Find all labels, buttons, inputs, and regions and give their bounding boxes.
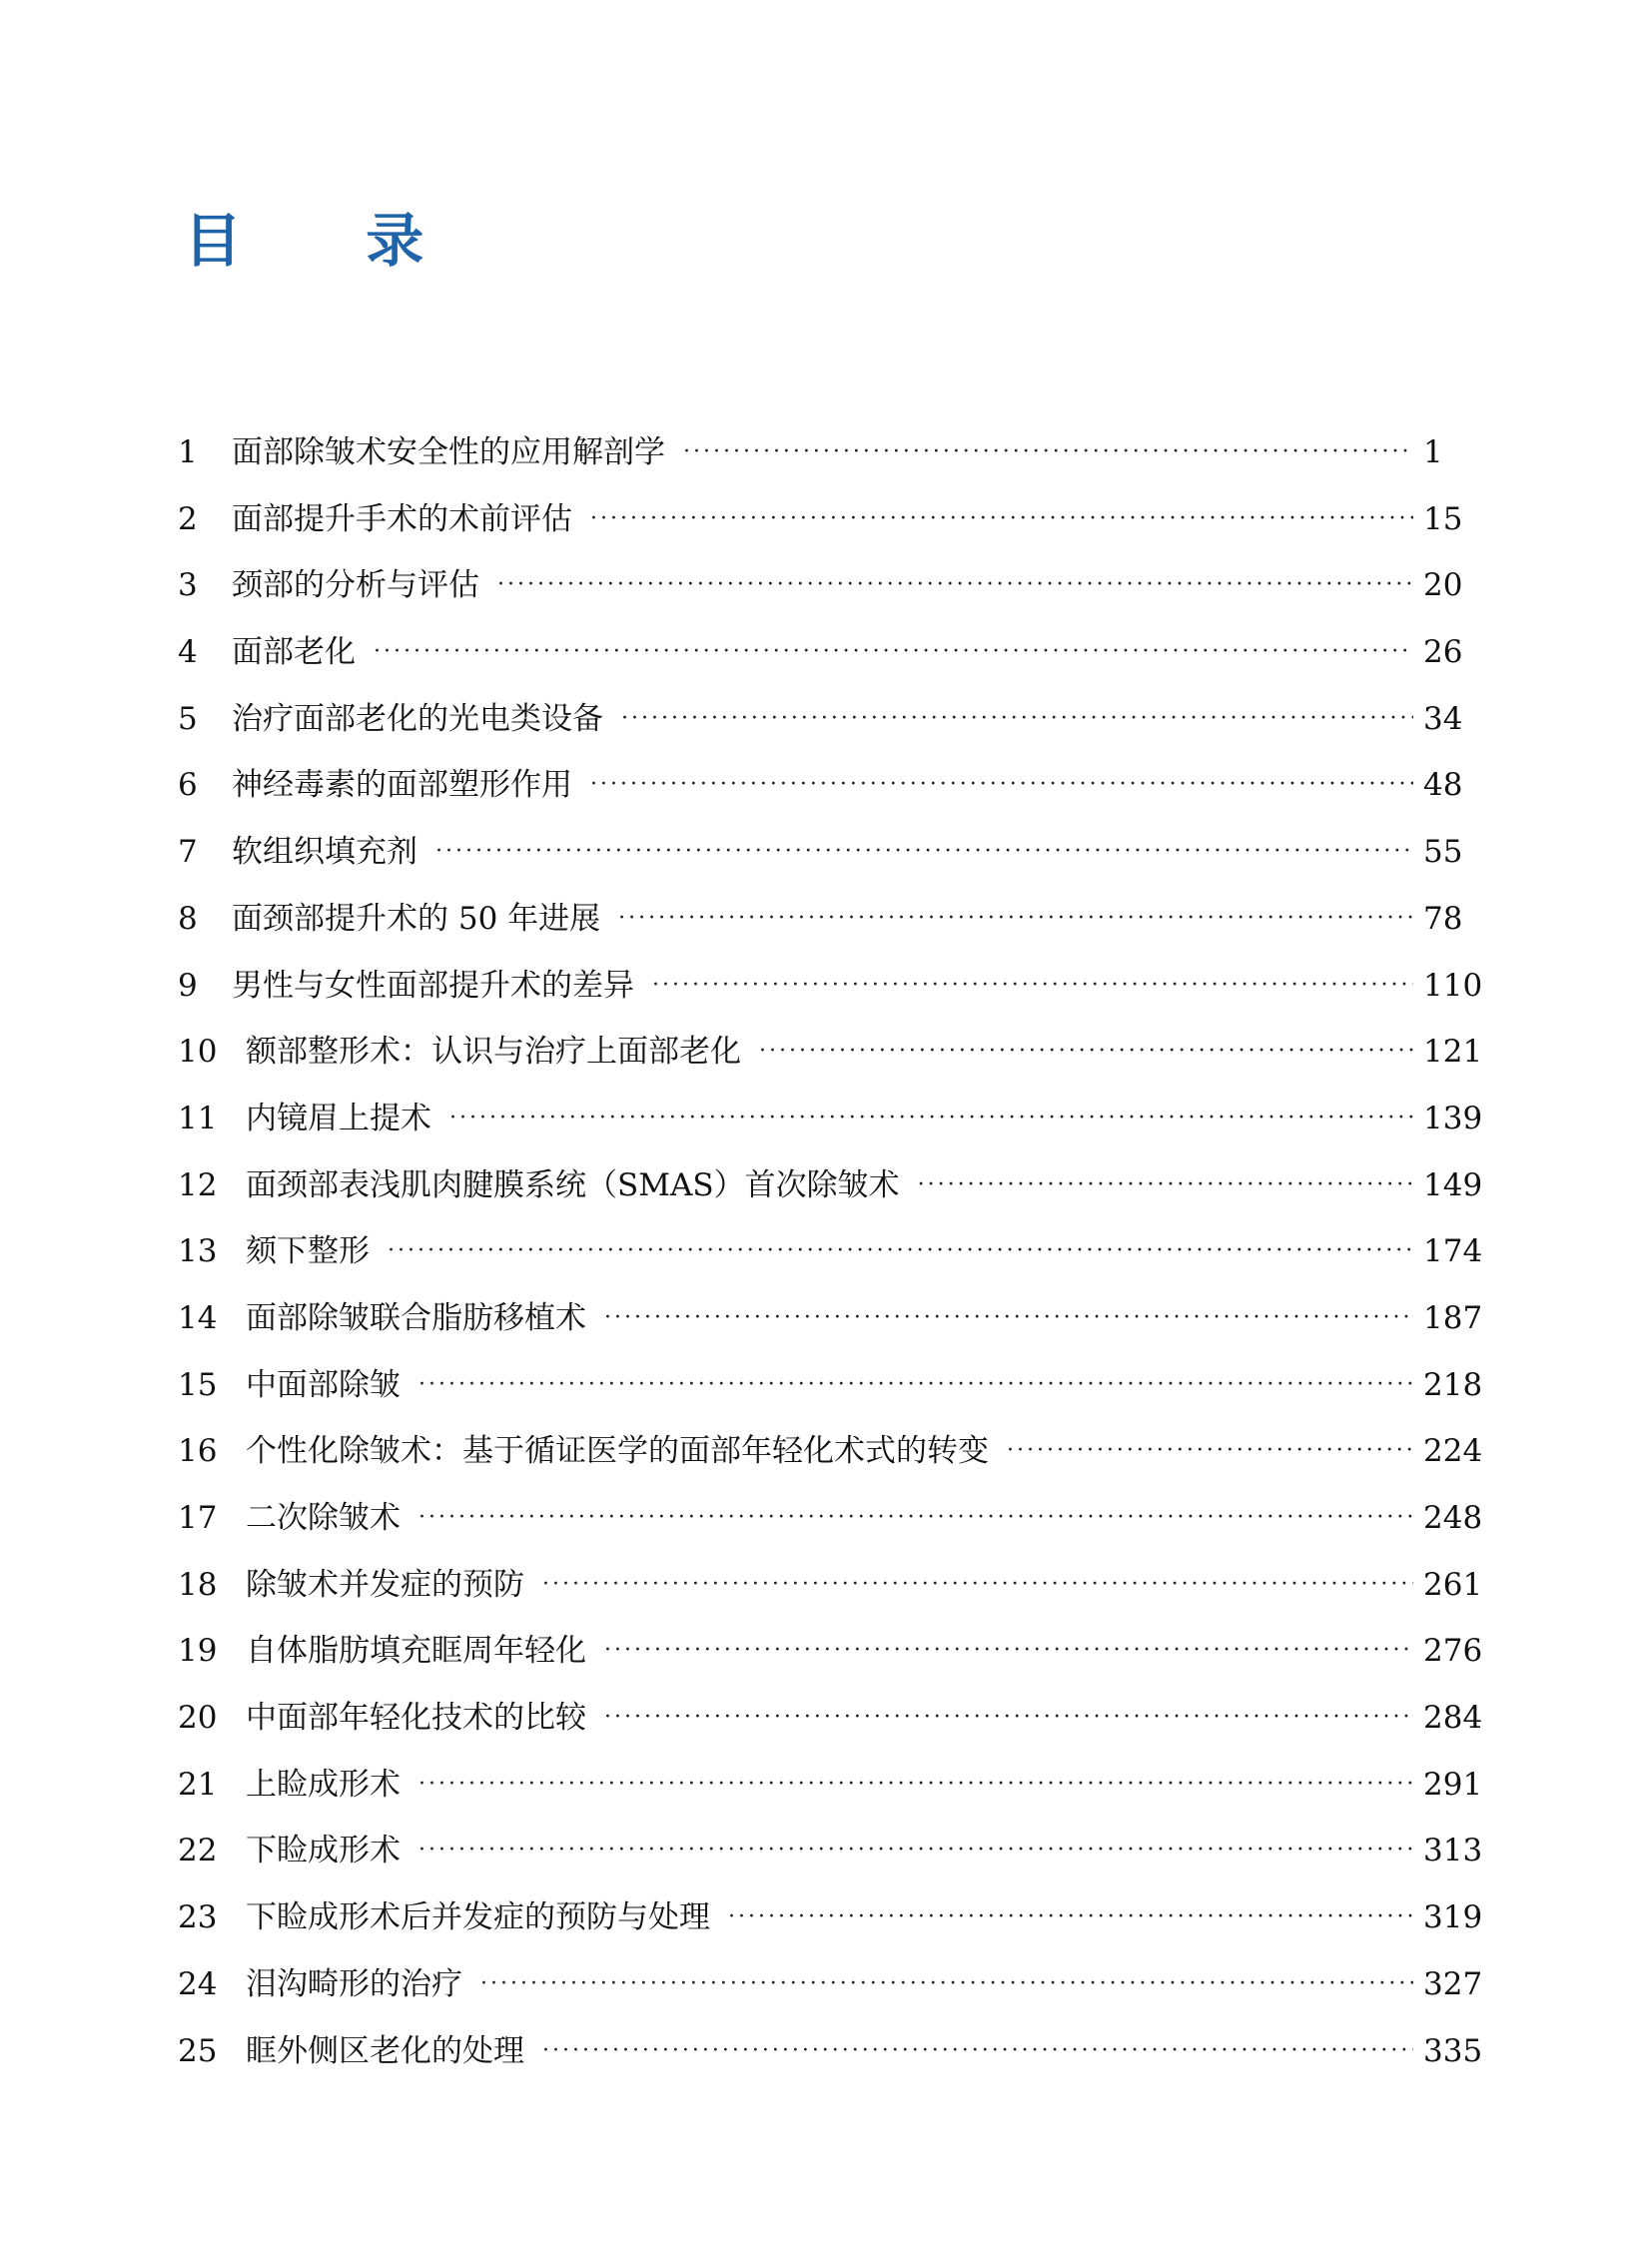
toc-entry bbox=[178, 1418, 1491, 1485]
toc-dot-leader bbox=[435, 819, 1413, 886]
toc-entry-page: 187 bbox=[1423, 1299, 1483, 1336]
toc-entry-number: 12 bbox=[178, 1166, 218, 1203]
toc-dot-leader bbox=[728, 1884, 1413, 1951]
toc-dot-leader bbox=[604, 1285, 1413, 1352]
toc-dot-leader bbox=[542, 2018, 1413, 2085]
toc-dot-leader bbox=[652, 953, 1413, 1020]
toc-entry-title: 中面部年轻化技术的比较 bbox=[246, 1700, 586, 1737]
toc-entry-number: 24 bbox=[178, 1965, 218, 2002]
toc-entry-number: 22 bbox=[178, 1833, 218, 1869]
toc-entry-title: 眶外侧区老化的处理 bbox=[246, 2032, 524, 2069]
toc-entry bbox=[178, 819, 1491, 886]
toc-entry-title: 男性与女性面部提升术的差异 bbox=[232, 967, 634, 1004]
toc-entry-page: 34 bbox=[1423, 700, 1463, 737]
toc-entry-number: 20 bbox=[178, 1700, 218, 1737]
toc-entry-page: 261 bbox=[1423, 1566, 1483, 1603]
toc-entry bbox=[178, 1818, 1491, 1884]
toc-entry-title: 下睑成形术后并发症的预防与处理 bbox=[246, 1899, 710, 1936]
toc-entry-number: 9 bbox=[178, 967, 198, 1004]
toc-entry-title: 上睑成形术 bbox=[246, 1766, 401, 1803]
toc-entry-number: 1 bbox=[178, 434, 198, 470]
toc-entry bbox=[178, 1552, 1491, 1619]
toc-entry-page: 218 bbox=[1423, 1366, 1483, 1403]
toc-entry-number: 10 bbox=[178, 1034, 218, 1071]
toc-entry bbox=[178, 1752, 1491, 1819]
toc-entry bbox=[178, 1352, 1491, 1419]
toc-entry-number: 25 bbox=[178, 2032, 218, 2069]
toc-entry-page: 335 bbox=[1423, 2032, 1483, 2069]
toc-entry-page: 1 bbox=[1423, 434, 1443, 470]
toc-entry-title: 面颈部提升术的 50 年进展 bbox=[232, 900, 601, 937]
toc-entry bbox=[178, 1685, 1491, 1752]
toc-dot-leader bbox=[418, 1485, 1413, 1552]
toc-entry-title: 面部除皱术安全性的应用解剖学 bbox=[232, 434, 665, 470]
toc-entry-number: 2 bbox=[178, 500, 198, 537]
toc-entry-title: 额部整形术：认识与治疗上面部老化 bbox=[246, 1034, 741, 1071]
toc-entry-title: 神经毒素的面部塑形作用 bbox=[232, 767, 572, 804]
toc-entry-number: 23 bbox=[178, 1899, 218, 1936]
toc-entry-page: 319 bbox=[1423, 1899, 1483, 1936]
toc-entry-title: 面颈部表浅肌肉腱膜系统（SMAS）首次除皱术 bbox=[246, 1166, 900, 1203]
toc-entry bbox=[178, 1618, 1491, 1685]
toc-entry-page: 15 bbox=[1423, 500, 1463, 537]
toc-entry bbox=[178, 752, 1491, 819]
toc-entry-title: 内镜眉上提术 bbox=[246, 1100, 431, 1136]
toc-entry-number: 6 bbox=[178, 767, 198, 804]
toc-dot-leader bbox=[590, 486, 1413, 553]
toc-dot-leader bbox=[480, 1951, 1413, 2018]
toc-dot-leader bbox=[618, 886, 1413, 953]
toc-entry-number: 4 bbox=[178, 634, 198, 671]
toc-dot-leader bbox=[497, 552, 1413, 619]
toc-entry-number: 7 bbox=[178, 834, 198, 871]
toc-entry-number: 14 bbox=[178, 1299, 218, 1336]
toc-entry-title: 个性化除皱术：基于循证医学的面部年轻化术式的转变 bbox=[246, 1433, 989, 1470]
toc-dot-leader bbox=[418, 1352, 1413, 1419]
toc-entry bbox=[178, 1086, 1491, 1152]
toc-dot-leader bbox=[918, 1152, 1413, 1219]
toc-entry-page: 284 bbox=[1423, 1700, 1483, 1737]
toc-dot-leader bbox=[374, 619, 1413, 686]
toc-entry-title: 除皱术并发症的预防 bbox=[246, 1566, 524, 1603]
toc-entry-page: 327 bbox=[1423, 1965, 1483, 2002]
toc-entry bbox=[178, 419, 1491, 486]
page-title: 目 录 bbox=[184, 207, 476, 275]
toc-entry-page: 291 bbox=[1423, 1766, 1483, 1803]
toc-entry-page: 121 bbox=[1423, 1034, 1483, 1071]
toc-entry bbox=[178, 1285, 1491, 1352]
toc-entry-page: 149 bbox=[1423, 1166, 1483, 1203]
toc-entry-number: 17 bbox=[178, 1500, 218, 1536]
toc-entry-title: 自体脂肪填充眶周年轻化 bbox=[246, 1633, 586, 1670]
toc-dot-leader bbox=[604, 1685, 1413, 1752]
toc-entry-title: 面部老化 bbox=[232, 634, 356, 671]
toc-dot-leader bbox=[449, 1086, 1413, 1152]
toc-entry-title: 颏下整形 bbox=[246, 1233, 370, 1270]
toc-entry-title: 中面部除皱 bbox=[246, 1366, 401, 1403]
table-of-contents bbox=[178, 419, 1491, 2084]
toc-entry bbox=[178, 552, 1491, 619]
toc-entry-number: 21 bbox=[178, 1766, 218, 1803]
toc-entry-title: 软组织填充剂 bbox=[232, 834, 417, 871]
toc-entry bbox=[178, 486, 1491, 553]
toc-entry-title: 面部除皱联合脂肪移植术 bbox=[246, 1299, 586, 1336]
toc-entry-number: 8 bbox=[178, 900, 198, 937]
toc-entry bbox=[178, 1218, 1491, 1285]
toc-entry bbox=[178, 953, 1491, 1020]
toc-entry-page: 20 bbox=[1423, 567, 1463, 604]
toc-entry-number: 15 bbox=[178, 1366, 218, 1403]
toc-dot-leader bbox=[683, 419, 1413, 486]
toc-entry-page: 55 bbox=[1423, 834, 1463, 871]
toc-entry-page: 110 bbox=[1423, 967, 1483, 1004]
toc-entry-title: 二次除皱术 bbox=[246, 1500, 401, 1536]
toc-dot-leader bbox=[418, 1818, 1413, 1884]
toc-entry-page: 26 bbox=[1423, 634, 1463, 671]
toc-entry-page: 78 bbox=[1423, 900, 1463, 937]
toc-entry-number: 5 bbox=[178, 700, 198, 737]
toc-dot-leader bbox=[621, 686, 1413, 753]
toc-entry bbox=[178, 686, 1491, 753]
toc-dot-leader bbox=[388, 1218, 1413, 1285]
toc-entry bbox=[178, 1884, 1491, 1951]
toc-entry-number: 13 bbox=[178, 1233, 218, 1270]
toc-entry bbox=[178, 886, 1491, 953]
toc-entry-title: 泪沟畸形的治疗 bbox=[246, 1965, 462, 2002]
toc-entry bbox=[178, 1019, 1491, 1086]
toc-entry-number: 19 bbox=[178, 1633, 218, 1670]
toc-entry-page: 174 bbox=[1423, 1233, 1483, 1270]
toc-entry-page: 224 bbox=[1423, 1433, 1483, 1470]
toc-entry bbox=[178, 1485, 1491, 1552]
toc-entry bbox=[178, 619, 1491, 686]
toc-entry-title: 面部提升手术的术前评估 bbox=[232, 500, 572, 537]
toc-dot-leader bbox=[418, 1752, 1413, 1819]
toc-entry-title: 治疗面部老化的光电类设备 bbox=[232, 700, 603, 737]
toc-entry-page: 48 bbox=[1423, 767, 1463, 804]
toc-dot-leader bbox=[590, 752, 1413, 819]
toc-dot-leader bbox=[542, 1552, 1413, 1619]
toc-entry-title: 下睑成形术 bbox=[246, 1833, 401, 1869]
toc-entry-page: 313 bbox=[1423, 1833, 1483, 1869]
toc-dot-leader bbox=[759, 1019, 1413, 1086]
toc-entry-page: 276 bbox=[1423, 1633, 1483, 1670]
toc-entry bbox=[178, 2018, 1491, 2085]
toc-entry-number: 16 bbox=[178, 1433, 218, 1470]
toc-entry-number: 3 bbox=[178, 567, 198, 604]
toc-dot-leader bbox=[604, 1618, 1413, 1685]
toc-entry bbox=[178, 1951, 1491, 2018]
toc-entry bbox=[178, 1152, 1491, 1219]
toc-entry-number: 11 bbox=[178, 1100, 218, 1136]
toc-dot-leader bbox=[1007, 1418, 1413, 1485]
toc-entry-page: 139 bbox=[1423, 1100, 1483, 1136]
toc-entry-number: 18 bbox=[178, 1566, 218, 1603]
toc-entry-title: 颈部的分析与评估 bbox=[232, 567, 479, 604]
toc-entry-page: 248 bbox=[1423, 1500, 1483, 1536]
